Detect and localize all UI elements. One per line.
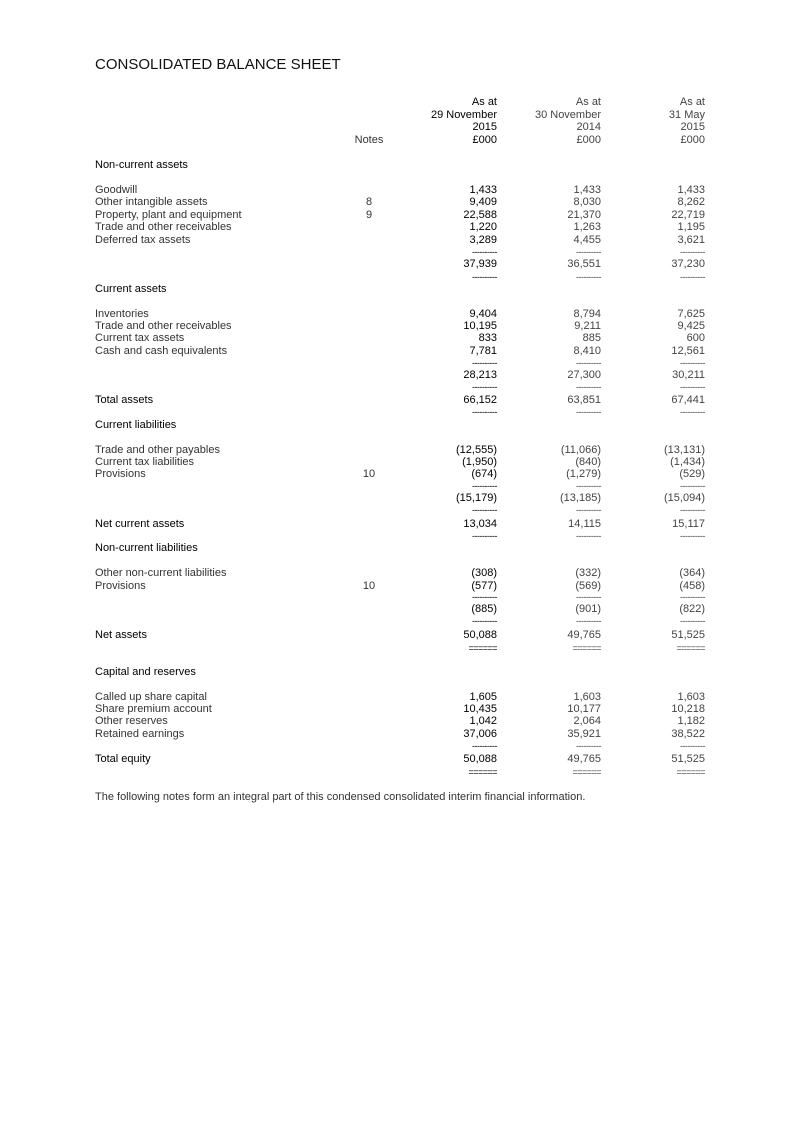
value-col-2: (1,279) bbox=[566, 468, 601, 480]
value-col-2: 8,410 bbox=[573, 345, 601, 357]
value-col-2: ---------- bbox=[576, 358, 601, 368]
table-row bbox=[0, 332, 800, 345]
column-header-3: 2015 bbox=[680, 121, 705, 133]
row-label: Other intangible assets bbox=[95, 196, 208, 208]
value-col-2: ---------- bbox=[576, 592, 601, 602]
value-col-1: 50,088 bbox=[463, 629, 497, 641]
value-col-3: (529) bbox=[679, 468, 705, 480]
row-label: Inventories bbox=[95, 308, 149, 320]
value-col-3: ---------- bbox=[680, 247, 705, 257]
row-label: Net assets bbox=[95, 629, 147, 641]
value-col-3: 9,425 bbox=[677, 320, 705, 332]
value-col-1: ---------- bbox=[472, 382, 497, 392]
column-header-2: £000 bbox=[576, 134, 601, 146]
value-col-1: ---------- bbox=[472, 531, 497, 541]
rule-row bbox=[0, 381, 800, 394]
value-col-3: 7,625 bbox=[677, 308, 705, 320]
table-row bbox=[0, 567, 800, 580]
section-heading bbox=[0, 283, 800, 296]
header-line bbox=[0, 96, 800, 109]
value-col-1: 37,939 bbox=[463, 258, 497, 270]
value-col-3: ---------- bbox=[680, 592, 705, 602]
value-col-3: ---------- bbox=[680, 505, 705, 515]
rule-row bbox=[0, 740, 800, 753]
row-label: Total equity bbox=[95, 753, 151, 765]
value-col-2: 63,851 bbox=[567, 394, 601, 406]
notes-header: Notes bbox=[354, 134, 384, 146]
value-col-3: 1,433 bbox=[677, 184, 705, 196]
value-col-3: 10,218 bbox=[671, 703, 705, 715]
section-heading bbox=[0, 542, 800, 555]
value-col-2: ---------- bbox=[576, 247, 601, 257]
value-col-3: ---------- bbox=[680, 531, 705, 541]
value-col-2: (569) bbox=[575, 580, 601, 592]
value-col-3: ---------- bbox=[680, 382, 705, 392]
value-col-1: 28,213 bbox=[463, 369, 497, 381]
value-col-3: 37,230 bbox=[671, 258, 705, 270]
value-col-3: 67,441 bbox=[671, 394, 705, 406]
header-line bbox=[0, 134, 800, 147]
value-col-2: 1,263 bbox=[573, 221, 601, 233]
value-col-1: ---------- bbox=[472, 247, 497, 257]
value-col-1: 66,152 bbox=[463, 394, 497, 406]
row-label: Trade and other payables bbox=[95, 444, 220, 456]
header-line bbox=[0, 121, 800, 134]
row-label: Non-current assets bbox=[95, 159, 188, 171]
footnote: The following notes form an integral part of this condensed consolidated interim financial information. bbox=[95, 791, 586, 803]
value-col-2: ---------- bbox=[576, 382, 601, 392]
value-col-1: 7,781 bbox=[469, 345, 497, 357]
column-header-1: As at bbox=[471, 96, 497, 108]
value-col-2: (13,185) bbox=[560, 492, 601, 504]
value-col-1: (15,179) bbox=[456, 492, 497, 504]
value-col-3: 15,117 bbox=[672, 518, 705, 530]
value-col-1: (885) bbox=[471, 603, 497, 615]
row-label: Provisions bbox=[95, 580, 146, 592]
row-label: Capital and reserves bbox=[95, 666, 196, 678]
rule-row bbox=[0, 504, 800, 517]
rule-row bbox=[0, 406, 800, 419]
value-col-3: 12,561 bbox=[671, 345, 705, 357]
value-col-1: 10,435 bbox=[463, 703, 497, 715]
value-col-3: 51,525 bbox=[671, 629, 705, 641]
value-col-1: ---------- bbox=[472, 505, 497, 515]
value-col-1: (12,555) bbox=[456, 444, 497, 456]
column-header-3: £000 bbox=[680, 134, 705, 146]
value-col-1: 22,588 bbox=[463, 209, 497, 221]
column-header-1: 2015 bbox=[472, 121, 497, 133]
row-label: Retained earnings bbox=[95, 728, 185, 740]
table-row bbox=[0, 258, 800, 271]
value-col-3: (15,094) bbox=[664, 492, 705, 504]
rule-row bbox=[0, 615, 800, 628]
total-row bbox=[0, 629, 800, 642]
table-row bbox=[0, 715, 800, 728]
value-col-3: 3,621 bbox=[677, 234, 705, 246]
value-col-3: 38,522 bbox=[671, 728, 705, 740]
value-col-2: ---------- bbox=[576, 481, 601, 491]
row-label: Trade and other receivables bbox=[95, 221, 232, 233]
value-col-3: ====== bbox=[676, 643, 705, 653]
row-label: Property, plant and equipment bbox=[95, 209, 242, 221]
row-label: Current tax liabilities bbox=[95, 456, 195, 468]
value-col-3: (1,434) bbox=[670, 456, 705, 468]
value-col-2: 36,551 bbox=[567, 258, 601, 270]
row-label: Current liabilities bbox=[95, 419, 177, 431]
value-col-2: 1,603 bbox=[573, 691, 601, 703]
value-col-1: ====== bbox=[468, 767, 497, 777]
column-header-3: As at bbox=[679, 96, 705, 108]
value-col-2: (901) bbox=[575, 603, 601, 615]
value-col-3: 600 bbox=[686, 332, 705, 344]
value-col-1: ---------- bbox=[472, 741, 497, 751]
value-col-3: ====== bbox=[676, 767, 705, 777]
value-col-1: 3,289 bbox=[469, 234, 497, 246]
value-col-1: ====== bbox=[468, 643, 497, 653]
value-col-1: ---------- bbox=[472, 358, 497, 368]
value-col-2: ---------- bbox=[576, 616, 601, 626]
page-title: CONSOLIDATED BALANCE SHEET bbox=[95, 56, 341, 73]
value-col-1: 13,034 bbox=[463, 518, 497, 530]
rule-row bbox=[0, 642, 800, 655]
value-col-2: 885 bbox=[582, 332, 601, 344]
value-col-2: 1,433 bbox=[573, 184, 601, 196]
value-col-2: (840) bbox=[575, 456, 601, 468]
note-ref: 8 bbox=[365, 196, 373, 208]
value-col-2: 8,794 bbox=[573, 308, 601, 320]
table-row bbox=[0, 221, 800, 234]
section-heading bbox=[0, 159, 800, 172]
section-heading bbox=[0, 666, 800, 679]
row-label: Current assets bbox=[95, 283, 167, 295]
row-label: Provisions bbox=[95, 468, 146, 480]
value-col-1: 50,088 bbox=[463, 753, 497, 765]
value-col-2: 14,115 bbox=[568, 518, 601, 530]
row-label: Other non-current liabilities bbox=[95, 567, 227, 579]
row-label: Net current assets bbox=[95, 518, 185, 530]
value-col-2: ---------- bbox=[576, 272, 601, 282]
value-col-1: 10,195 bbox=[463, 320, 497, 332]
row-label: Goodwill bbox=[95, 184, 138, 196]
value-col-2: 49,765 bbox=[567, 753, 601, 765]
value-col-3: 8,262 bbox=[677, 196, 705, 208]
value-col-1: ---------- bbox=[472, 592, 497, 602]
value-col-3: ---------- bbox=[680, 481, 705, 491]
total-row bbox=[0, 753, 800, 766]
value-col-3: (822) bbox=[679, 603, 705, 615]
value-col-2: 49,765 bbox=[567, 629, 601, 641]
row-label: Non-current liabilities bbox=[95, 542, 198, 554]
value-col-2: 4,455 bbox=[573, 234, 601, 246]
value-col-3: ---------- bbox=[680, 407, 705, 417]
row-label: Called up share capital bbox=[95, 691, 207, 703]
row-label: Trade and other receivables bbox=[95, 320, 232, 332]
value-col-1: 37,006 bbox=[463, 728, 497, 740]
value-col-1: 1,042 bbox=[469, 715, 497, 727]
value-col-3: (458) bbox=[679, 580, 705, 592]
column-header-2: 2014 bbox=[576, 121, 601, 133]
value-col-2: ====== bbox=[572, 767, 601, 777]
value-col-3: ---------- bbox=[680, 272, 705, 282]
row-label: Cash and cash equivalents bbox=[95, 345, 228, 357]
value-col-1: 1,605 bbox=[469, 691, 497, 703]
table-row bbox=[0, 196, 800, 209]
value-col-1: ---------- bbox=[472, 481, 497, 491]
rule-row bbox=[0, 766, 800, 779]
value-col-1: 1,433 bbox=[469, 184, 497, 196]
value-col-2: ---------- bbox=[576, 741, 601, 751]
value-col-2: 21,370 bbox=[567, 209, 601, 221]
value-col-2: 35,921 bbox=[567, 728, 601, 740]
value-col-1: (674) bbox=[471, 468, 497, 480]
value-col-2: 10,177 bbox=[567, 703, 601, 715]
value-col-1: (308) bbox=[471, 567, 497, 579]
column-header-1: £000 bbox=[472, 134, 497, 146]
row-label: Share premium account bbox=[95, 703, 212, 715]
column-header-1: 29 November bbox=[430, 109, 497, 121]
value-col-2: ====== bbox=[572, 643, 601, 653]
value-col-3: ---------- bbox=[680, 616, 705, 626]
value-col-3: ---------- bbox=[680, 358, 705, 368]
value-col-2: 9,211 bbox=[574, 320, 601, 332]
value-col-2: 2,064 bbox=[573, 715, 601, 727]
value-col-3: (13,131) bbox=[664, 444, 705, 456]
value-col-1: 9,409 bbox=[469, 196, 497, 208]
value-col-1: (577) bbox=[471, 580, 497, 592]
value-col-3: (364) bbox=[679, 567, 705, 579]
note-ref: 9 bbox=[365, 209, 373, 221]
row-label: Other reserves bbox=[95, 715, 168, 727]
value-col-1: (1,950) bbox=[462, 456, 497, 468]
value-col-2: (332) bbox=[575, 567, 601, 579]
value-col-2: (11,066) bbox=[560, 444, 601, 456]
column-header-2: 30 November bbox=[534, 109, 601, 121]
value-col-3: ---------- bbox=[680, 741, 705, 751]
value-col-3: 1,603 bbox=[677, 691, 705, 703]
value-col-3: 30,211 bbox=[672, 369, 705, 381]
value-col-3: 22,719 bbox=[671, 209, 705, 221]
value-col-1: ---------- bbox=[472, 616, 497, 626]
value-col-3: 1,195 bbox=[677, 221, 705, 233]
value-col-1: ---------- bbox=[472, 272, 497, 282]
value-col-3: 51,525 bbox=[671, 753, 705, 765]
value-col-2: 27,300 bbox=[567, 369, 601, 381]
value-col-2: ---------- bbox=[576, 505, 601, 515]
value-col-1: 1,220 bbox=[469, 221, 497, 233]
section-heading bbox=[0, 419, 800, 432]
value-col-2: ---------- bbox=[576, 407, 601, 417]
note-ref: 10 bbox=[362, 580, 376, 592]
value-col-1: 9,404 bbox=[469, 308, 497, 320]
column-header-3: 31 May bbox=[668, 109, 705, 121]
column-header-2: As at bbox=[575, 96, 601, 108]
value-col-2: 8,030 bbox=[573, 196, 601, 208]
row-label: Current tax assets bbox=[95, 332, 185, 344]
value-col-2: ---------- bbox=[576, 531, 601, 541]
value-col-1: ---------- bbox=[472, 407, 497, 417]
note-ref: 10 bbox=[362, 468, 376, 480]
row-label: Deferred tax assets bbox=[95, 234, 191, 246]
value-col-3: 1,182 bbox=[677, 715, 705, 727]
row-label: Total assets bbox=[95, 394, 154, 406]
value-col-1: 833 bbox=[478, 332, 497, 344]
